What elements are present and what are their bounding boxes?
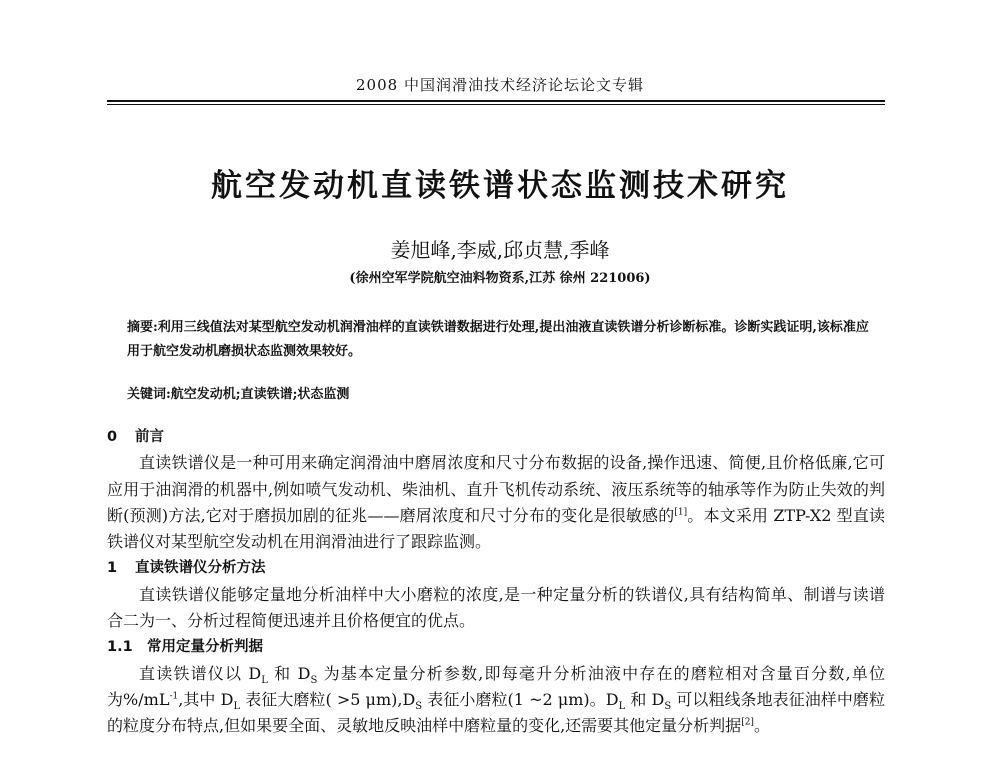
section-number: 1.1 <box>107 639 133 656</box>
paragraph: 直读铁谱仪能够定量地分析油样中大小磨粒的浓度,是一种定量分析的铁谱仪,具有结构简单、制谱与读谱合二为一、分析过程简便迅速并且价格便宜的优点。 <box>107 584 885 631</box>
running-header: 2008 中国润滑油技术经济论坛论文专辑 <box>356 76 644 94</box>
paragraph <box>107 661 885 740</box>
keywords: 关键词:航空发动机;直读铁谱;状态监测 <box>127 387 350 402</box>
subscript: S <box>310 674 318 686</box>
paper-title: 航空发动机直读铁谱状态监测技术研究 <box>211 168 789 204</box>
paragraph-text: 。本文采用 ZTP-X2 型直读铁谱仪对某型航空发动机在用润滑油进行了跟踪监测。 <box>107 505 885 552</box>
text-run: 表征小磨粒(1 ~2 μm)。D <box>422 689 619 709</box>
section-number: 0 <box>107 429 118 445</box>
citation: [1] <box>674 507 688 518</box>
text-run: 和 D <box>625 689 665 709</box>
subscript: L <box>618 701 626 713</box>
text-run: 。 <box>753 716 770 736</box>
text-run: 直读铁谱仪以 D <box>139 663 262 683</box>
section-title: 前言 <box>135 429 164 445</box>
abstract: 摘要:利用三线值法对某型航空发动机润滑油样的直读铁谱数据进行处理,提出油液直读铁谱分析诊断标准。诊断实践证明,该标准应用于航空发动机磨损状态监测效果较好。 <box>127 320 869 359</box>
text-run: 和 D <box>267 663 311 683</box>
section-number: 1 <box>107 560 118 577</box>
subscript: L <box>233 701 241 713</box>
citation: [2] <box>741 717 754 728</box>
section-title: 常用定量分析判据 <box>147 639 263 656</box>
body-text <box>107 424 885 740</box>
affiliation: (徐州空军学院航空油料物资系,江苏 徐州 221006) <box>349 271 651 286</box>
section-title: 直读铁谱仪分析方法 <box>135 560 266 577</box>
superscript: -1 <box>169 691 179 702</box>
subscript: L <box>261 674 268 686</box>
section-heading-1-1 <box>107 634 885 660</box>
subscript: S <box>415 701 423 713</box>
paragraph <box>107 450 885 555</box>
text-run: 表征大磨粒( >5 μm),D <box>240 689 416 709</box>
text-run: ,其中 D <box>178 689 234 709</box>
header-rule-thick <box>107 100 885 102</box>
text-run: 为基本定量分析参数,即每毫升分析油液中存在的磨粒相对含量百分数,单位为%/mL <box>107 663 885 709</box>
paragraph-text: 直读铁谱仪是一种可用来确定润滑油中磨屑浓度和尺寸分布数据的设备,操作迅速、简便,且价格低廉,它可应用于油润滑的机器中,例如喷气发动机、柴油机、直升飞机传动系统、液压系统等的轴承等作为防止失效的判断(预测)方法,它对于磨损加剧的征兆——磨屑浓度和尺寸分布的变化是很敏感的 <box>107 453 885 525</box>
author-list: 姜旭峰,李威,邱贞慧,季峰 <box>390 238 610 262</box>
text-run: 可以粗线条地表征油样中磨粒的粒度分布特点,但如果要全面、灵敏地反映油样中磨粒量的变化,还需要其他定量分析判据 <box>107 689 885 736</box>
subscript: S <box>664 701 672 713</box>
header-rule-thin <box>107 104 885 105</box>
section-heading-0 <box>107 424 885 450</box>
section-heading-1 <box>107 555 885 581</box>
